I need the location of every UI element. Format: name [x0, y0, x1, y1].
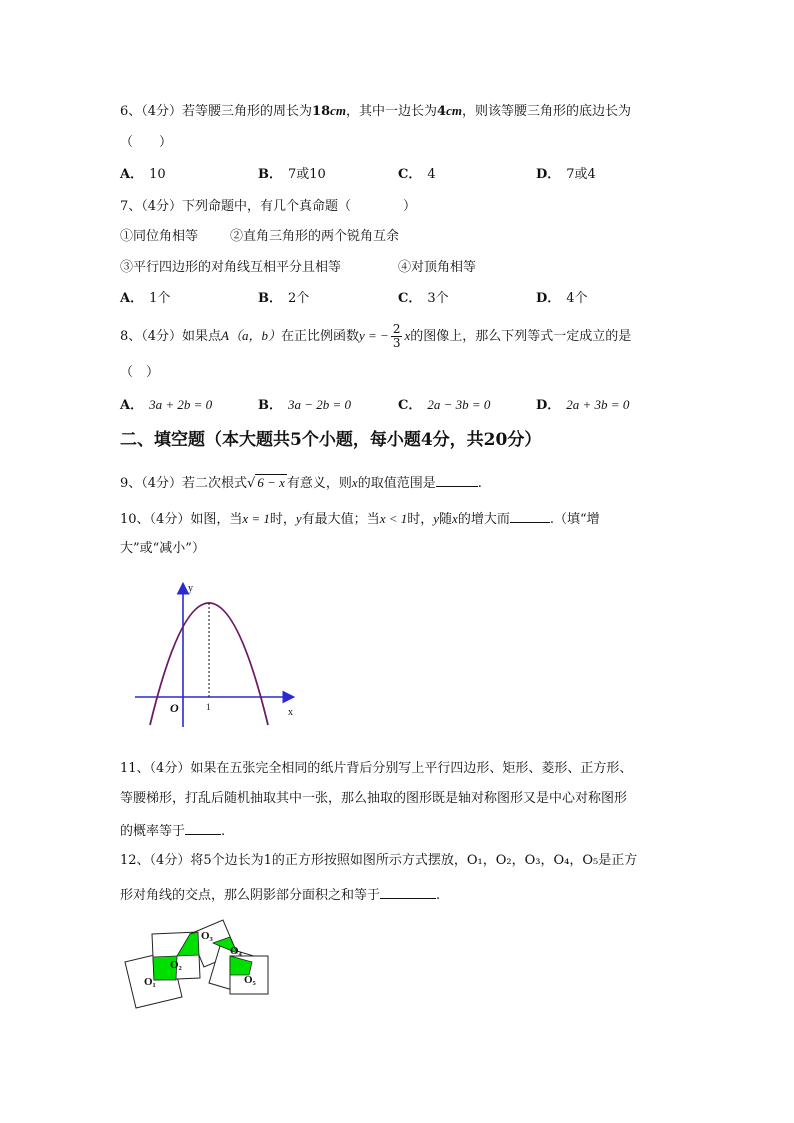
q12-line2: 形对角线的交点，那么阴影部分面积之和等于 . [120, 884, 440, 905]
q8-paren: （ ） [120, 365, 160, 380]
q6-paren: （ ） [120, 135, 173, 150]
q6-option-b[interactable]: B． 7或10 [258, 167, 326, 182]
q11-line3: 的概率等于 . [120, 820, 225, 841]
q7-option-d[interactable]: D． 4个 [536, 291, 588, 306]
q11-line2: 等腰梯形，打乱后随机抽取其中一张，那么抽取的图形既是轴对称图形又是中心对称图形 [120, 791, 628, 806]
tick-label-1: 1 [206, 702, 211, 712]
q8-option-a[interactable]: A． 3a + 2b = 0 [120, 397, 213, 413]
q7-prop-4: ④对顶角相等 [398, 260, 477, 275]
q8-point: A（a，b） [221, 328, 281, 343]
section-heading: 二、填空题（本大题共5个小题，每小题4分，共20分） [120, 430, 542, 450]
q9-stem: 9、（4分）若二次根式√ 6 − x 有意义，则x的取值范围是 . [120, 472, 482, 493]
label-o1: O₁ [144, 976, 156, 988]
q7-prop-1: ①同位角相等 [120, 229, 199, 244]
q9-answer-blank[interactable] [436, 472, 478, 487]
q8-option-d[interactable]: D． 2a + 3b = 0 [536, 397, 630, 413]
q12-answer-blank[interactable] [380, 884, 436, 899]
q7-option-b[interactable]: B． 2个 [258, 291, 310, 306]
q7-prop-3: ③平行四边形的对角线互相平分且相等 [120, 260, 342, 275]
q6-option-d[interactable]: D． 7或4 [536, 167, 596, 182]
q9-radical: √ 6 − x [247, 475, 285, 491]
q12-line1: 12、（4分）将5个边长为1的正方形按照如图所示方式摆放，O₁，O₂，O₃，O₄，O₅是正方 [120, 853, 638, 868]
origin-label: O [170, 701, 179, 715]
q7-option-a[interactable]: A． 1个 [120, 291, 171, 306]
q10-parabola-graph [130, 575, 310, 735]
q8-fraction: $\frac{2}{3}$ [392, 322, 401, 350]
q8-stem: 8、（4分）如果点A（a，b）在正比例函数y = − $\frac{2}{3}$ x的图像上，那么下列等式一定成立的是 [120, 322, 632, 350]
label-o4: O₄ [230, 945, 242, 957]
y-axis-label: y [188, 583, 193, 594]
q8-option-b[interactable]: B． 3a − 2b = 0 [258, 397, 352, 413]
q11-answer-blank[interactable] [185, 820, 221, 835]
q10-answer-blank[interactable] [510, 508, 550, 523]
q11-line1: 11、（4分）如果在五张完全相同的纸片背后分别写上平行四边形、矩形、菱形、正方形、 [120, 761, 633, 776]
x-axis-label: x [288, 707, 293, 718]
q12-squares-figure [120, 912, 280, 1012]
q10-stem: 10、（4分）如图，当x = 1时，y有最大值；当x < 1时，y随x的增大而 .（填“增 [120, 508, 600, 529]
q6-option-c[interactable]: C． 4 [398, 167, 436, 182]
label-o2: O₂ [170, 959, 182, 971]
q8-option-c[interactable]: C． 2a − 3b = 0 [398, 397, 491, 413]
q10-stem-line2: 大”或“减小”） [120, 541, 205, 556]
q6-stem: 6、（4分）若等腰三角形的周长为18cm，其中一边长为4cm，则该等腰三角形的底边长为 [120, 103, 631, 119]
q7-prop-2: ②直角三角形的两个锐角互余 [230, 229, 400, 244]
q6-option-a[interactable]: A． 10 [120, 167, 166, 182]
label-o3: O₃ [201, 930, 213, 942]
label-o5: O₅ [244, 974, 256, 986]
q7-option-c[interactable]: C． 3个 [398, 291, 449, 306]
q7-stem: 7、（4分）下列命题中，有几个真命题（ ） [120, 199, 417, 214]
